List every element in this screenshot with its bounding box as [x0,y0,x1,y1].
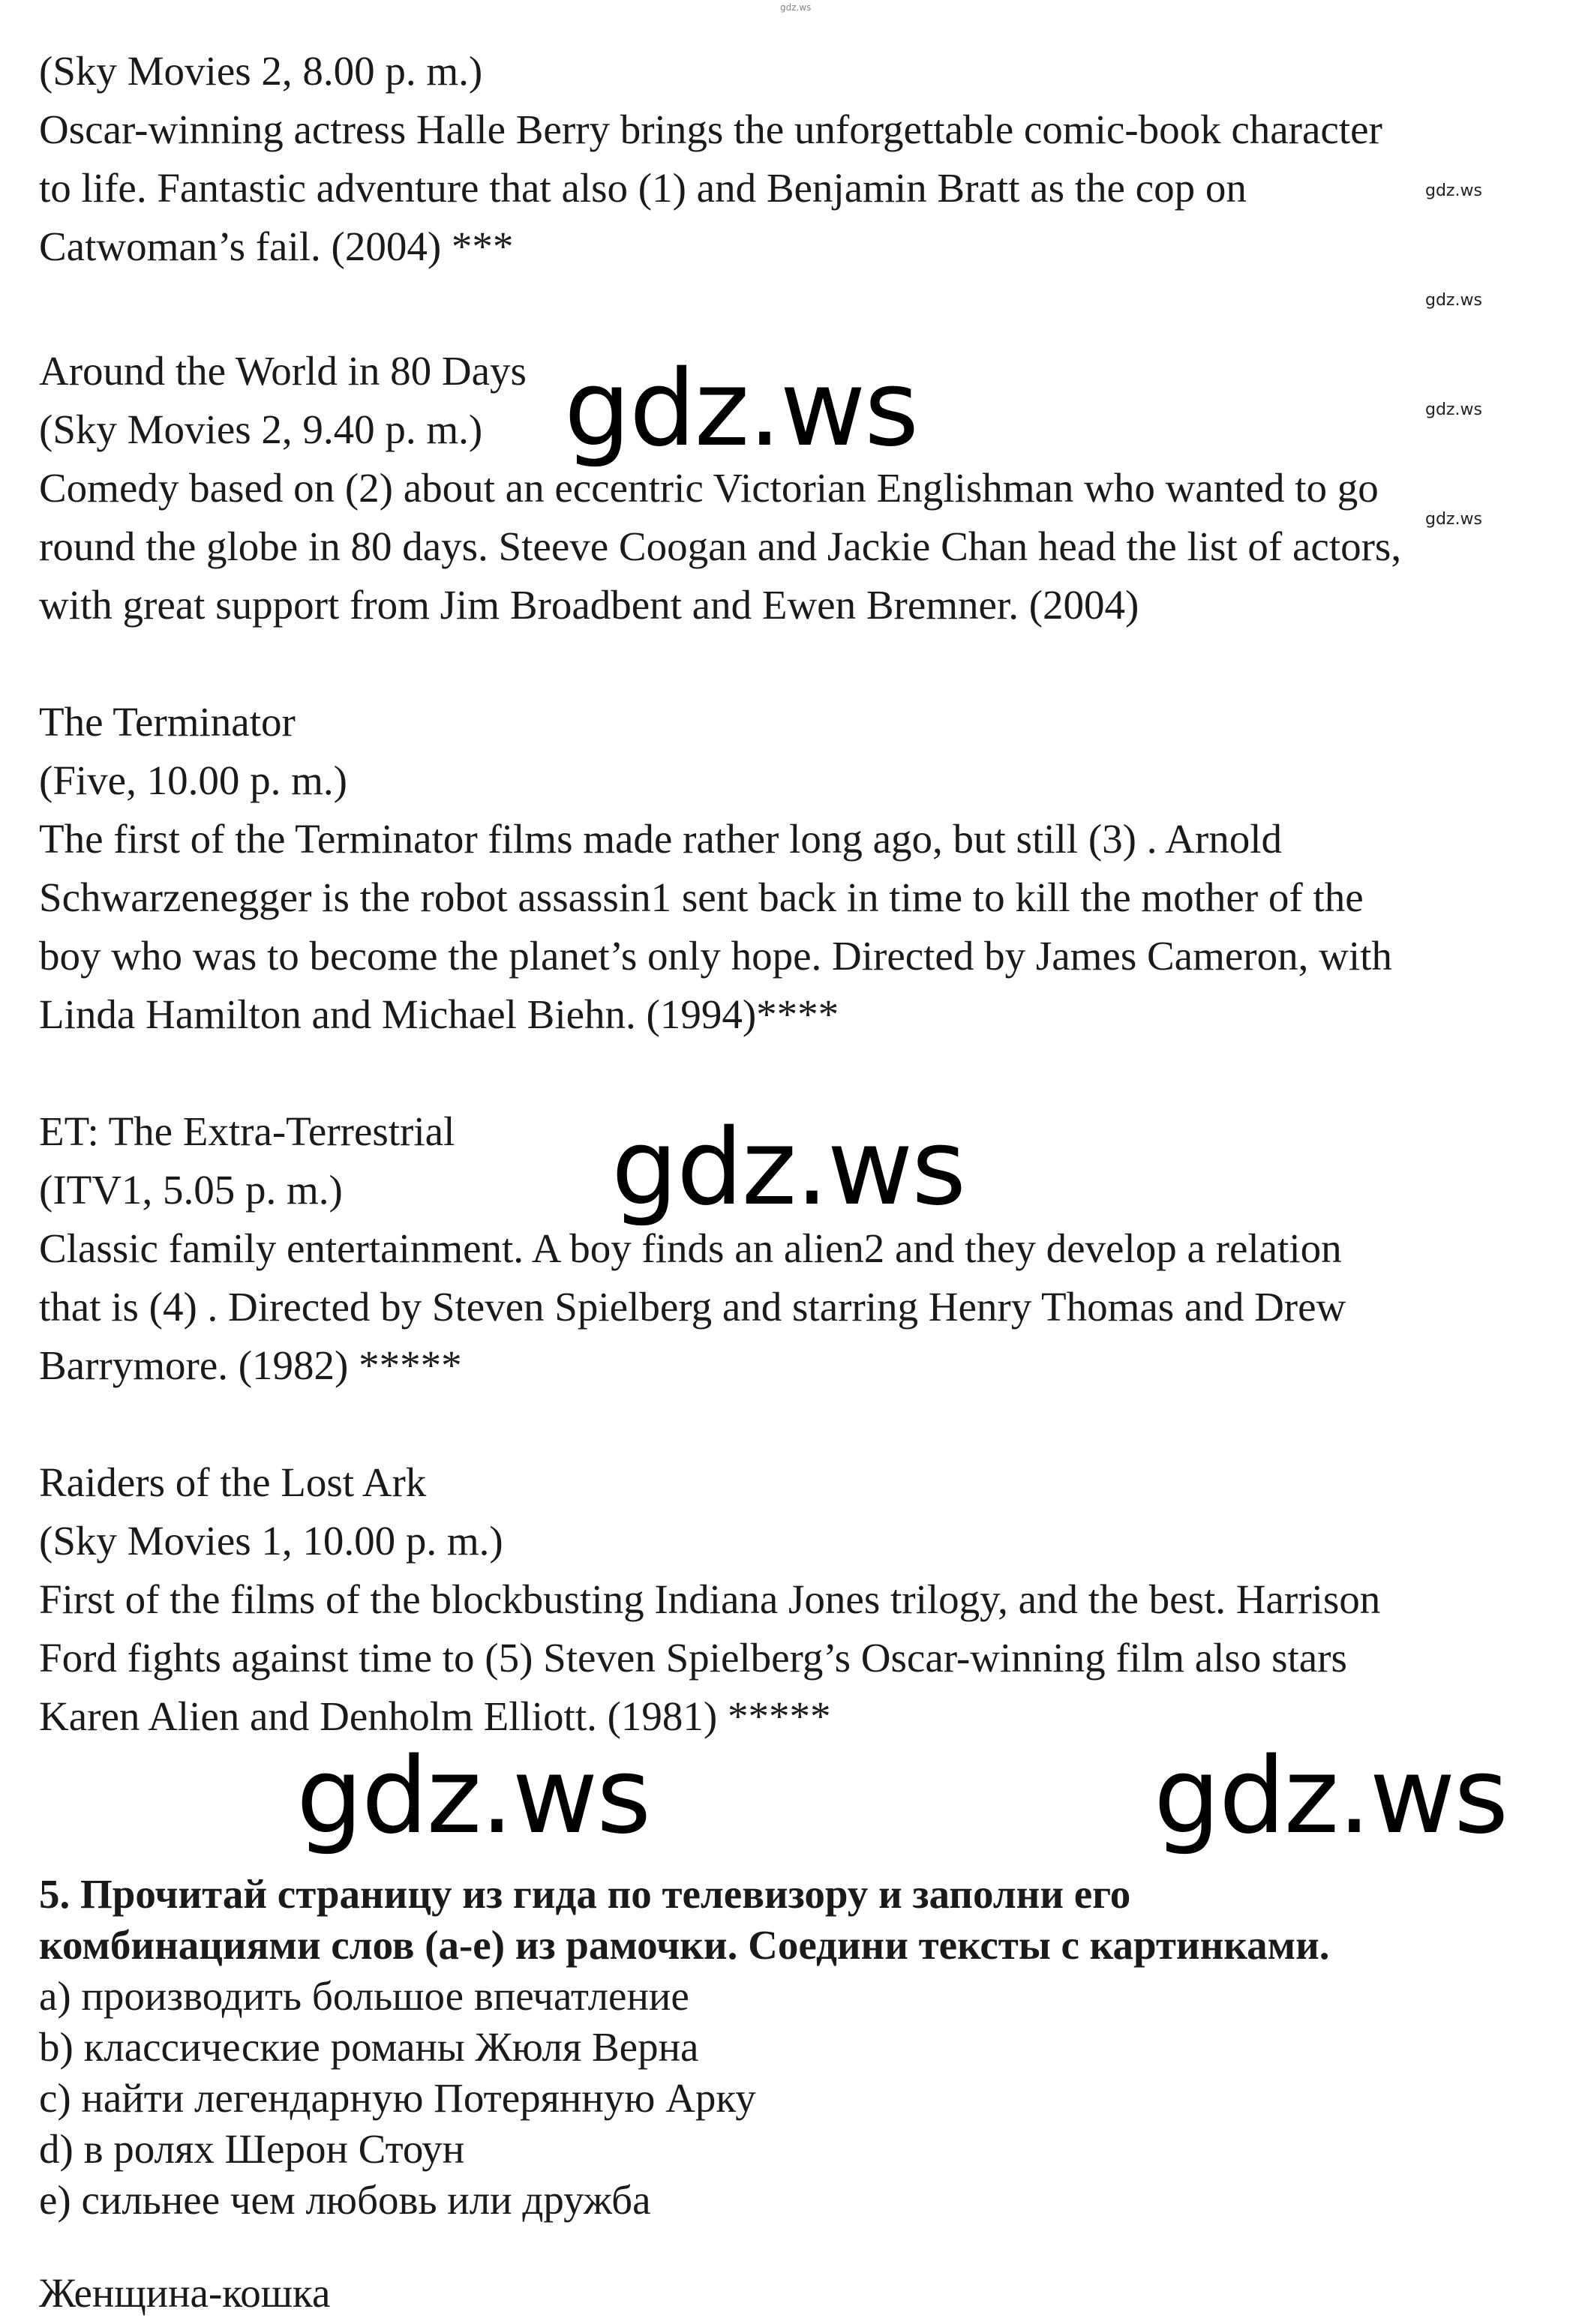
et-title: ET: The Extra-Terrestrial [39,1108,455,1154]
watermark-small-3: gdz.ws [1425,400,1482,419]
task-option-a: a) производить большое впечатление [39,1973,689,2019]
task-heading-line-1: 5. Прочитай страницу из гида по телевизору и заполни его [39,1871,1131,1917]
catwoman-desc-line-1: Oscar-winning actress Halle Berry brings the unforgettable comic-book character [39,106,1382,152]
et-channel-time: (ITV1, 5.05 p. m.) [39,1167,343,1213]
task-heading-line-2: комбинациями слов (a-e) из рамочки. Соедини тексты с картинками. [39,1922,1330,1968]
et-desc-line-2: that is (4) . Directed by Steven Spielberg and starring Henry Thomas and Drew [39,1284,1346,1330]
task-option-c: c) найти легендарную Потерянную Арку [39,2075,756,2121]
around-channel-time: (Sky Movies 2, 9.40 p. m.) [39,406,483,452]
task-option-e: e) сильнее чем любовь или дружба [39,2177,651,2223]
raiders-channel-time: (Sky Movies 1, 10.00 p. m.) [39,1518,503,1564]
terminator-desc-line-2: Schwarzenegger is the robot assassin1 sent back in time to kill the mother of the [39,874,1364,920]
raiders-desc-line-2: Ford fights against time to (5) Steven Spielberg’s Oscar-winning film also stars [39,1635,1347,1681]
terminator-title: The Terminator [39,699,296,745]
around-desc-line-1: Comedy based on (2) about an eccentric Victorian Englishman who wanted to go [39,465,1379,511]
terminator-desc-line-4: Linda Hamilton and Michael Biehn. (1994)**** [39,991,839,1037]
watermark-tiny: gdz.ws [780,2,812,13]
watermark-large-4: gdz.ws [1154,1735,1508,1858]
raiders-desc-line-1: First of the films of the blockbusting Indiana Jones trilogy, and the best. Harrison [39,1576,1381,1622]
watermark-small-1: gdz.ws [1425,181,1482,200]
watermark-large-3: gdz.ws [296,1735,650,1858]
et-desc-line-3: Barrymore. (1982) ***** [39,1342,462,1388]
watermark-large-1: gdz.ws [564,348,918,470]
around-desc-line-2: round the globe in 80 days. Steeve Coogan and Jackie Chan head the list of actors, [39,523,1402,569]
terminator-desc-line-1: The first of the Terminator films made rather long ago, but still (3) . Arnold [39,816,1282,862]
task-option-d: d) в ролях Шерон Стоун [39,2126,465,2172]
around-desc-line-3: with great support from Jim Broadbent and Ewen Bremner. (2004) [39,582,1139,628]
terminator-channel-time: (Five, 10.00 p. m.) [39,757,347,803]
catwoman-desc-line-2: to life. Fantastic adventure that also (1) and Benjamin Bratt as the cop on [39,165,1247,211]
raiders-desc-line-3: Karen Alien and Denholm Elliott. (1981) ***** [39,1693,831,1739]
watermark-small-2: gdz.ws [1425,291,1482,310]
raiders-title: Raiders of the Lost Ark [39,1459,427,1505]
et-desc-line-1: Classic family entertainment. A boy finds an alien2 and they develop a relation [39,1225,1342,1271]
task-option-b: b) классические романы Жюля Верна [39,2024,699,2070]
catwoman-desc-line-3: Catwoman’s fail. (2004) *** [39,223,514,269]
watermark-large-2: gdz.ws [611,1107,965,1229]
terminator-desc-line-3: boy who was to become the planet’s only hope. Directed by James Cameron, with [39,933,1392,979]
watermark-small-4: gdz.ws [1425,510,1482,529]
section-title-catwoman-ru: Женщина-кошка [39,2270,331,2316]
around-title: Around the World in 80 Days [39,348,527,394]
catwoman-channel-time: (Sky Movies 2, 8.00 p. m.) [39,48,483,94]
